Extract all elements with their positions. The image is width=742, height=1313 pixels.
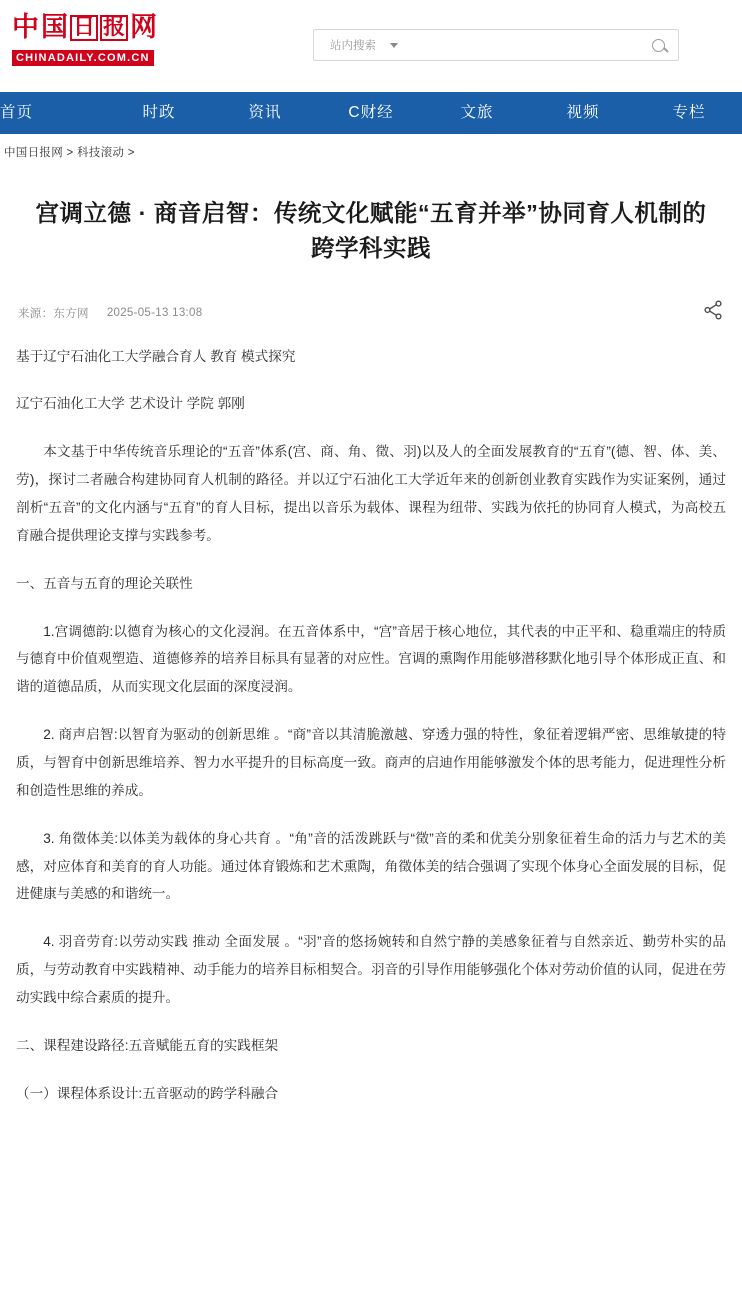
article-body [16, 343, 726, 1108]
share-icon[interactable] [702, 299, 724, 326]
logo-char-4: 报 [100, 15, 128, 41]
search-scope-select[interactable] [314, 37, 398, 53]
article-source: 来源：东方网 [18, 307, 89, 320]
main-navigation [0, 92, 742, 134]
search-scope-label: 站内搜索 [330, 40, 376, 52]
nav-item-culture-travel[interactable]: 文旅 [460, 104, 494, 121]
article-container [0, 196, 742, 1108]
site-logo[interactable] [12, 8, 162, 66]
logo-domain-text: CHINADAILY.COM.CN [12, 50, 154, 66]
search-button[interactable] [638, 30, 678, 60]
article-paragraph: 本文基于中华传统音乐理论的“五音”体系(宫、商、角、徵、羽)以及人的全面发展教育的“五育”(德、智、体、美、劳)，探讨二者融合构建协同育人机制的路径。并以辽宁石油化工大学近年来的创新创业教育实践作为实证案例，通过剖析“五音”的文化内涵与“五育”的育人目标，提出以音乐为载体、课程为纽带、实践为依托的协同育人模式，为高校五育融合提供理论支撑与实践参考。 [16, 444, 726, 543]
article-paragraph: 1.宫调德韵:以德育为核心的文化浸润。在五音体系中，“宫”音居于核心地位，其代表的中正平和、稳重端庄的特质与德育中价值观塑造、道德修养的培养目标具有显著的对应性。宫调的熏陶作用能够潜移默化地引导个体形成正直、和谐的道德品质，从而实现文化层面的深度浸润。 [16, 623, 726, 695]
nav-item-news[interactable]: 资讯 [248, 104, 282, 121]
search-input[interactable] [398, 37, 638, 53]
nav-item-politics[interactable]: 时政 [142, 104, 176, 121]
site-header [0, 0, 742, 92]
article-paragraph: 辽宁石油化工大学 艺术设计 学院 郭刚 [16, 396, 245, 412]
article-meta [16, 301, 726, 325]
logo-char-1: 中 [12, 12, 39, 43]
logo-char-5: 网 [130, 12, 158, 43]
article-paragraph: 4. 羽音劳育:以劳动实践 推动 全面发展 。“羽”音的悠扬婉转和自然宁静的美感象征着与自然亲近、勤劳朴实的品质，与劳动教育中实践精神、动手能力的培养目标相契合。羽音的引导作用能够强化个体对劳动价值的认同，促进在劳动实践中综合素质的提升。 [16, 934, 726, 1005]
logo-char-3: 日 [70, 15, 98, 41]
logo-chinese-characters [12, 14, 162, 41]
search-icon [652, 39, 665, 52]
logo-char-2: 国 [41, 12, 68, 43]
article-section-heading: 二、课程建设路径:五音赋能五育的实践框架 [16, 1037, 279, 1053]
article-paragraph: 3. 角徵体美:以体美为载体的身心共育 。“角”音的活泼跳跃与“徵”音的柔和优美分别象征着生命的活力与艺术的美感，对应体育和美育的育人功能。通过体育锻炼和艺术熏陶，角徵体美的结合强调了实现个体身心全面发展的目标，促进健康与美感的和谐统一。 [16, 830, 726, 902]
article-paragraph: 2. 商声启智:以智育为驱动的创新思维 。“商”音以其清脆激越、穿透力强的特性，象征着逻辑严密、思维敏捷的特质，与智育中创新思维培养、智力水平提升的目标高度一致。商声的启迪作用能够激发个体的思考能力，促进理性分析和创造性思维的养成。 [16, 727, 726, 798]
breadcrumb[interactable]: 中国日报网 > 科技滚动 > [4, 147, 135, 159]
page-title: 宫调立德 · 商音启智：传统文化赋能“五育并举”协同育人机制的跨学科实践 [35, 200, 707, 262]
nav-item-columns[interactable]: 专栏 [672, 104, 706, 121]
nav-item-video[interactable]: 视频 [566, 104, 600, 121]
nav-item-finance[interactable]: C财经 [348, 104, 394, 121]
article-date: 2025-05-13 13:08 [106, 306, 203, 319]
chevron-down-icon [390, 43, 398, 48]
search-bar[interactable] [313, 29, 679, 61]
article-section-heading: 一、五音与五育的理论关联性 [16, 575, 193, 591]
nav-item-home[interactable]: 首页 [0, 104, 34, 121]
article-paragraph: 基于辽宁石油化工大学融合育人 教育 模式探究 [16, 348, 296, 364]
article-subsection-heading: （一）课程体系设计:五音驱动的跨学科融合 [16, 1085, 279, 1101]
